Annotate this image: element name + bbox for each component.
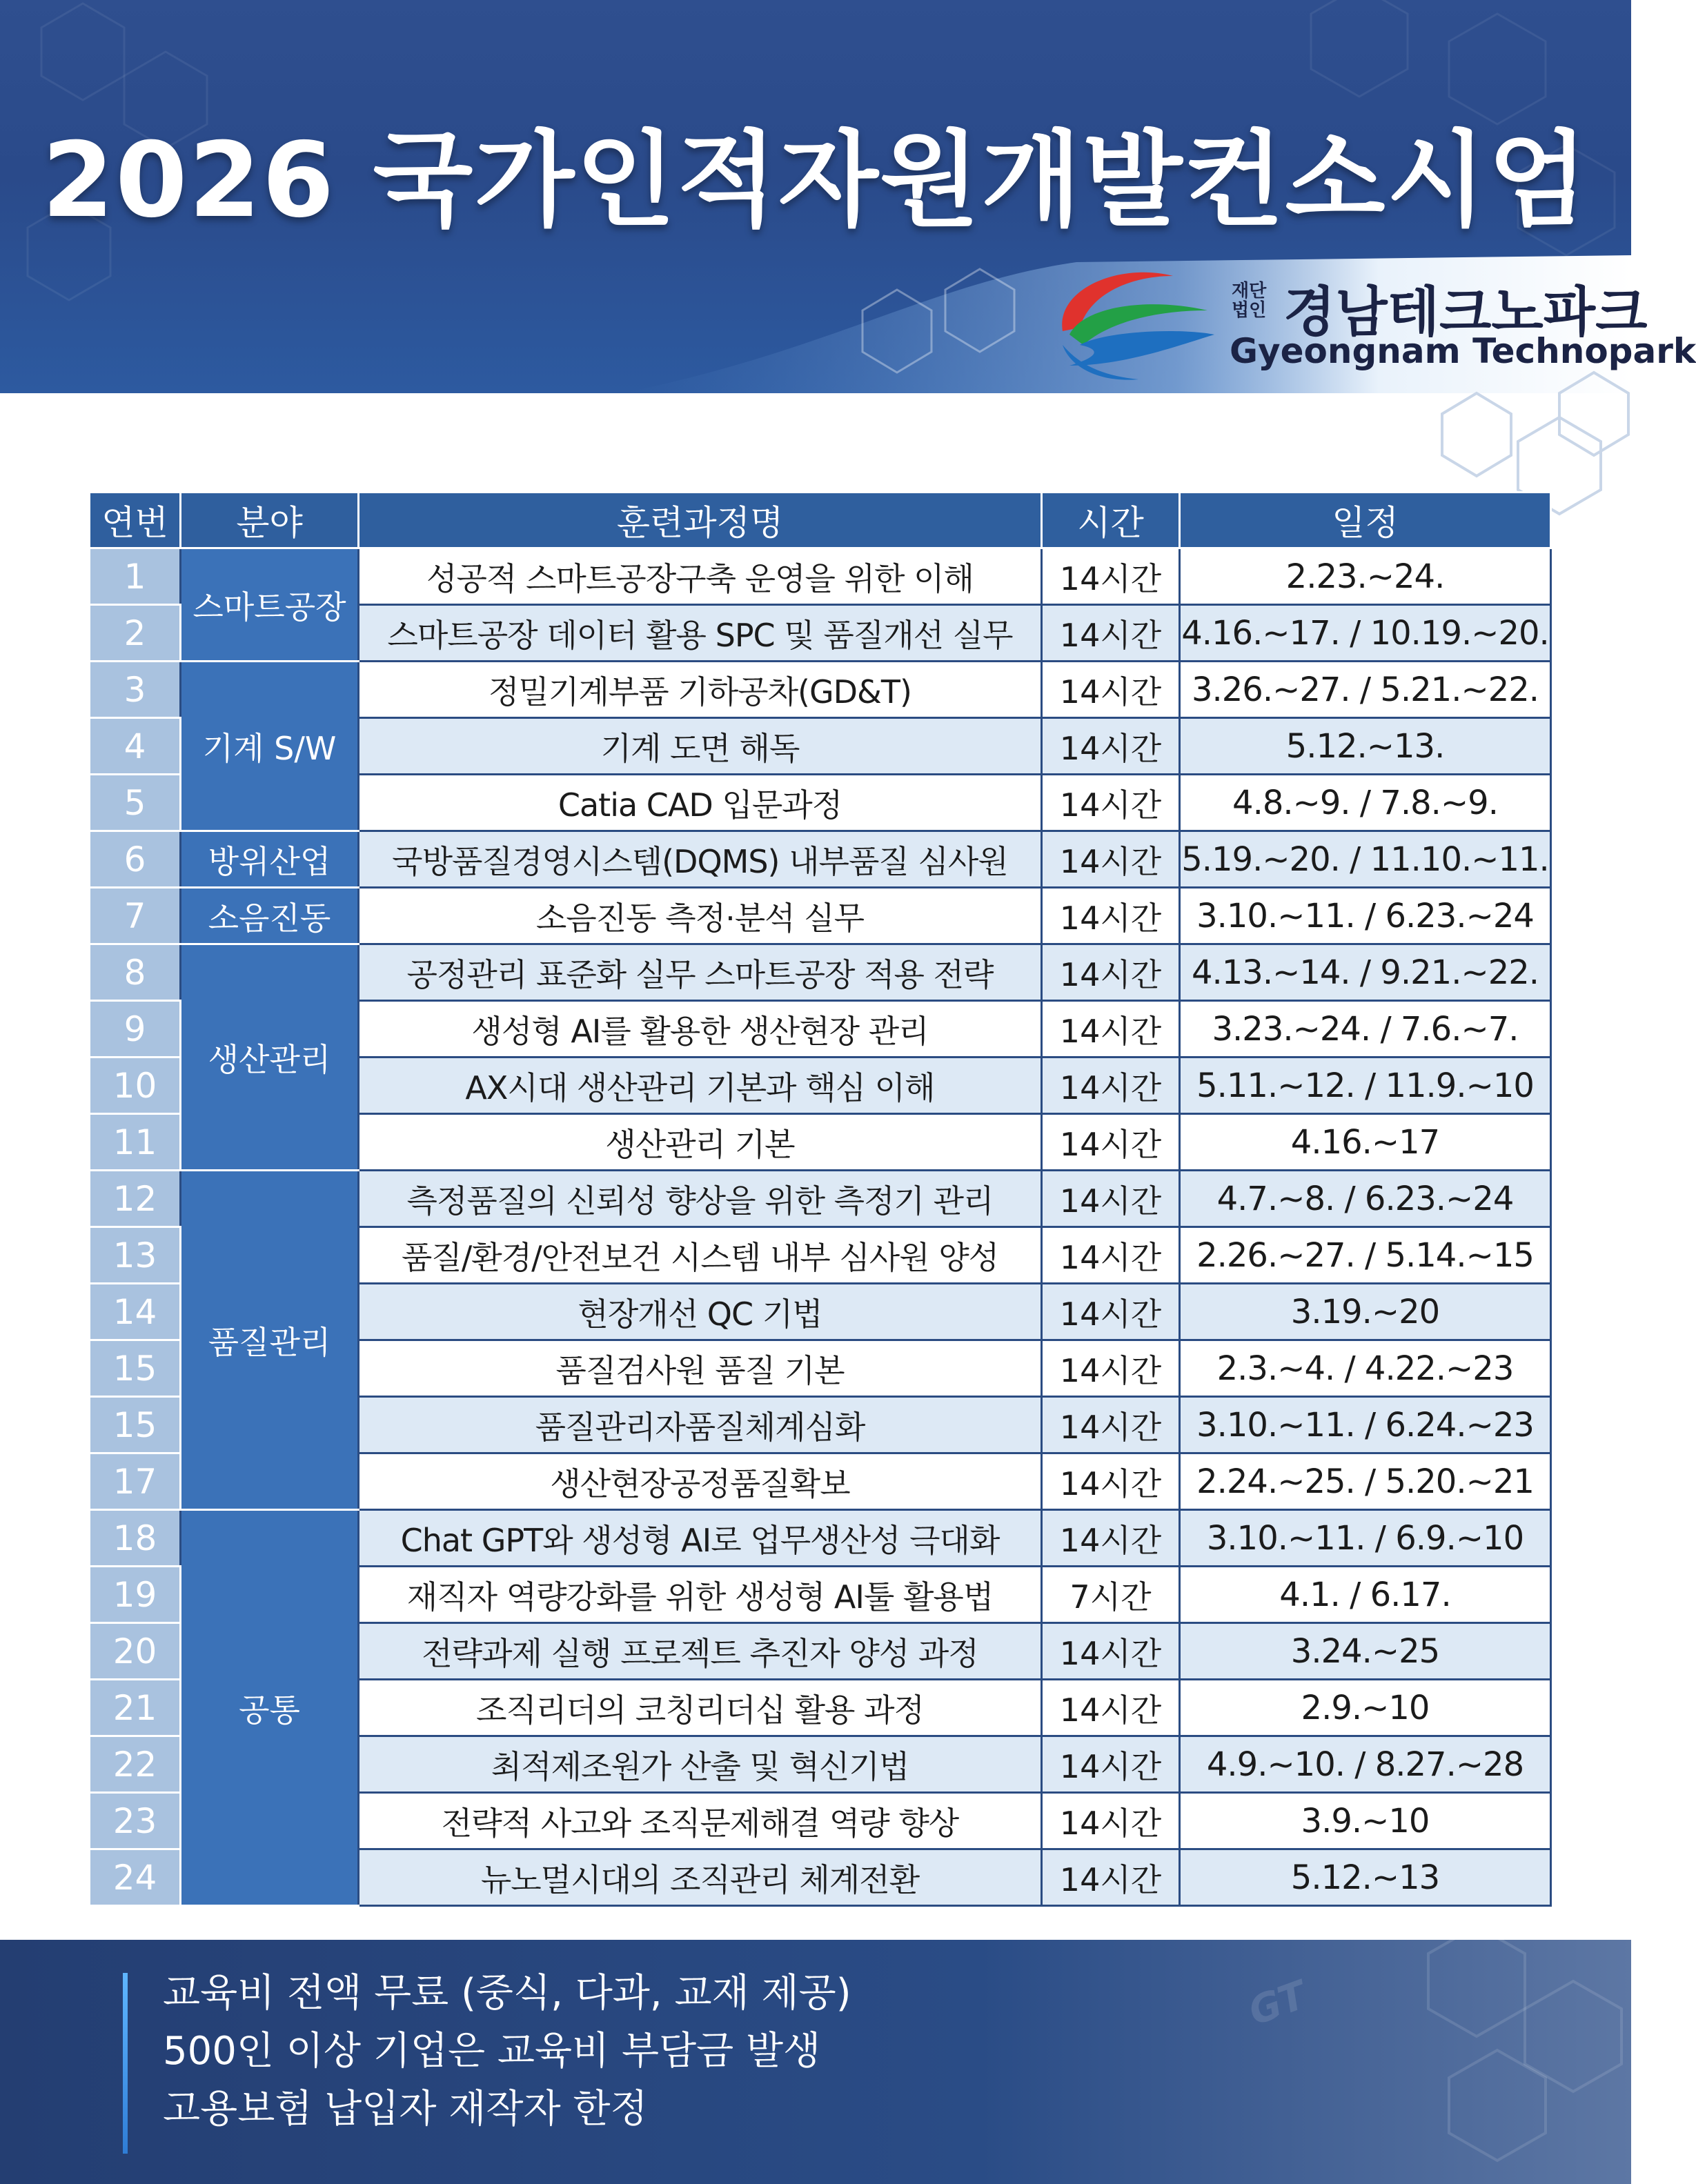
row-number: 21 xyxy=(90,1680,181,1736)
course-schedule: 4.9.~10. / 8.27.~28 xyxy=(1180,1736,1551,1793)
course-name: 소음진동 측정·분석 실무 xyxy=(359,888,1042,944)
course-hours: 14시간 xyxy=(1042,944,1180,1001)
row-number: 22 xyxy=(90,1736,181,1793)
course-name: 측정품질의 신뢰성 향상을 위한 측정기 관리 xyxy=(359,1171,1042,1227)
course-name: 생산관리 기본 xyxy=(359,1114,1042,1171)
course-schedule: 4.1. / 6.17. xyxy=(1180,1567,1551,1623)
header-banner xyxy=(0,0,1696,393)
course-schedule-table xyxy=(88,491,1552,1907)
course-hours: 14시간 xyxy=(1042,1001,1180,1058)
course-hours: 14시간 xyxy=(1042,1793,1180,1849)
course-hours: 14시간 xyxy=(1042,1114,1180,1171)
course-hours: 14시간 xyxy=(1042,1284,1180,1340)
logo-foundation-label: 재단 법인 xyxy=(1232,281,1267,321)
row-number: 5 xyxy=(90,775,181,831)
page-title: 2026 국가인적자원개발컨소시엄 xyxy=(41,121,1590,241)
table-row xyxy=(90,548,1551,605)
row-number: 3 xyxy=(90,662,181,718)
hexagon-decoration-icon xyxy=(1345,1940,1631,2184)
row-number: 12 xyxy=(90,1171,181,1227)
course-name: 생산현장공정품질확보 xyxy=(359,1453,1042,1510)
table-header-row xyxy=(90,493,1551,548)
col-header-course-name: 훈련과정명 xyxy=(359,493,1042,548)
course-hours: 14시간 xyxy=(1042,1849,1180,1906)
accent-bar xyxy=(123,1973,128,2154)
course-name: 성공적 스마트공장구축 운영을 위한 이해 xyxy=(359,548,1042,605)
row-number: 7 xyxy=(90,888,181,944)
notes-list xyxy=(163,1965,851,2138)
category-cell: 공통 xyxy=(181,1510,359,1906)
course-name: 스마트공장 데이터 활용 SPC 및 품질개선 실무 xyxy=(359,605,1042,662)
table-row xyxy=(90,888,1551,944)
course-schedule: 3.23.~24. / 7.6.~7. xyxy=(1180,1001,1551,1058)
course-name: 공정관리 표준화 실무 스마트공장 적용 전략 xyxy=(359,944,1042,1001)
table-row xyxy=(90,944,1551,1001)
course-schedule: 3.19.~20 xyxy=(1180,1284,1551,1340)
row-number: 8 xyxy=(90,944,181,1001)
row-number: 9 xyxy=(90,1001,181,1058)
course-hours: 7시간 xyxy=(1042,1567,1180,1623)
row-number: 13 xyxy=(90,1227,181,1284)
category-cell: 생산관리 xyxy=(181,944,359,1171)
course-hours: 14시간 xyxy=(1042,548,1180,605)
course-name: Catia CAD 입문과정 xyxy=(359,775,1042,831)
table-row xyxy=(90,831,1551,888)
row-number: 17 xyxy=(90,1453,181,1510)
row-number: 19 xyxy=(90,1567,181,1623)
technopark-emblem-icon xyxy=(1042,262,1221,386)
col-header-hours: 시간 xyxy=(1042,493,1180,548)
course-hours: 14시간 xyxy=(1042,1736,1180,1793)
note-item: 교육비 전액 무료 (중식, 다과, 교재 제공) xyxy=(163,1971,851,2016)
course-hours: 14시간 xyxy=(1042,888,1180,944)
course-hours: 14시간 xyxy=(1042,1453,1180,1510)
course-hours: 14시간 xyxy=(1042,1680,1180,1736)
course-schedule: 5.12.~13 xyxy=(1180,1849,1551,1906)
logo-name-korean: 경남테크노파크 xyxy=(1283,281,1648,344)
row-number: 15 xyxy=(90,1397,181,1453)
course-schedule: 3.9.~10 xyxy=(1180,1793,1551,1849)
row-number: 20 xyxy=(90,1623,181,1680)
course-schedule: 3.10.~11. / 6.23.~24 xyxy=(1180,888,1551,944)
category-cell: 방위산업 xyxy=(181,831,359,888)
course-schedule: 4.7.~8. / 6.23.~24 xyxy=(1180,1171,1551,1227)
course-hours: 14시간 xyxy=(1042,1510,1180,1567)
category-cell: 기계 S/W xyxy=(181,662,359,831)
watermark-logo: GT xyxy=(1243,1972,1312,2035)
note-item: 500인 이상 기업은 교육비 부담금 발생 xyxy=(163,2029,821,2074)
course-name: 최적제조원가 산출 및 혁신기법 xyxy=(359,1736,1042,1793)
row-number: 2 xyxy=(90,605,181,662)
course-schedule: 5.19.~20. / 11.10.~11. xyxy=(1180,831,1551,888)
course-hours: 14시간 xyxy=(1042,1227,1180,1284)
col-header-field: 분야 xyxy=(181,493,359,548)
gyeongnam-technopark-logo xyxy=(1042,262,1696,393)
row-number: 6 xyxy=(90,831,181,888)
row-number: 14 xyxy=(90,1284,181,1340)
course-schedule: 3.24.~25 xyxy=(1180,1623,1551,1680)
course-hours: 14시간 xyxy=(1042,718,1180,775)
course-name: 국방품질경영시스템(DQMS) 내부품질 심사원 xyxy=(359,831,1042,888)
course-schedule: 4.13.~14. / 9.21.~22. xyxy=(1180,944,1551,1001)
course-name: 전략과제 실행 프로젝트 추진자 양성 과정 xyxy=(359,1623,1042,1680)
course-schedule: 2.24.~25. / 5.20.~21 xyxy=(1180,1453,1551,1510)
row-number: 15 xyxy=(90,1340,181,1397)
course-name: 조직리더의 코칭리더십 활용 과정 xyxy=(359,1680,1042,1736)
category-cell: 스마트공장 xyxy=(181,548,359,662)
course-schedule: 2.23.~24. xyxy=(1180,548,1551,605)
logo-name-english: Gyeongnam Technopark xyxy=(1230,331,1696,371)
course-name: 품질검사원 품질 기본 xyxy=(359,1340,1042,1397)
course-name: 품질관리자품질체계심화 xyxy=(359,1397,1042,1453)
course-schedule: 4.16.~17 xyxy=(1180,1114,1551,1171)
course-hours: 14시간 xyxy=(1042,1171,1180,1227)
course-hours: 14시간 xyxy=(1042,605,1180,662)
table-row xyxy=(90,662,1551,718)
table-row xyxy=(90,1171,1551,1227)
category-cell: 소음진동 xyxy=(181,888,359,944)
row-number: 18 xyxy=(90,1510,181,1567)
col-header-schedule: 일정 xyxy=(1180,493,1551,548)
row-number: 11 xyxy=(90,1114,181,1171)
course-name: 재직자 역량강화를 위한 생성형 AI툴 활용법 xyxy=(359,1567,1042,1623)
course-schedule: 4.8.~9. / 7.8.~9. xyxy=(1180,775,1551,831)
table-row xyxy=(90,1510,1551,1567)
course-schedule: 3.10.~11. / 6.24.~23 xyxy=(1180,1397,1551,1453)
course-name: Chat GPT와 생성형 AI로 업무생산성 극대화 xyxy=(359,1510,1042,1567)
course-schedule: 5.11.~12. / 11.9.~10 xyxy=(1180,1058,1551,1114)
course-name: 생성형 AI를 활용한 생산현장 관리 xyxy=(359,1001,1042,1058)
course-name: AX시대 생산관리 기본과 핵심 이해 xyxy=(359,1058,1042,1114)
course-hours: 14시간 xyxy=(1042,1340,1180,1397)
row-number: 4 xyxy=(90,718,181,775)
course-hours: 14시간 xyxy=(1042,1397,1180,1453)
course-hours: 14시간 xyxy=(1042,1058,1180,1114)
course-hours: 14시간 xyxy=(1042,831,1180,888)
course-schedule: 2.3.~4. / 4.22.~23 xyxy=(1180,1340,1551,1397)
course-name: 정밀기계부품 기하공차(GD&T) xyxy=(359,662,1042,718)
footer-notice xyxy=(0,1940,1631,2184)
course-hours: 14시간 xyxy=(1042,775,1180,831)
row-number: 10 xyxy=(90,1058,181,1114)
course-hours: 14시간 xyxy=(1042,662,1180,718)
course-schedule: 4.16.~17. / 10.19.~20. xyxy=(1180,605,1551,662)
course-name: 전략적 사고와 조직문제해결 역량 향상 xyxy=(359,1793,1042,1849)
course-name: 품질/환경/안전보건 시스템 내부 심사원 양성 xyxy=(359,1227,1042,1284)
course-name: 현장개선 QC 기법 xyxy=(359,1284,1042,1340)
course-hours: 14시간 xyxy=(1042,1623,1180,1680)
course-schedule: 3.26.~27. / 5.21.~22. xyxy=(1180,662,1551,718)
category-cell: 품질관리 xyxy=(181,1171,359,1510)
course-name: 뉴노멀시대의 조직관리 체계전환 xyxy=(359,1849,1042,1906)
course-schedule: 2.9.~10 xyxy=(1180,1680,1551,1736)
course-name: 기계 도면 해독 xyxy=(359,718,1042,775)
course-schedule: 3.10.~11. / 6.9.~10 xyxy=(1180,1510,1551,1567)
col-header-number: 연번 xyxy=(90,493,181,548)
note-item: 고용보험 납입자 재작자 한정 xyxy=(163,2087,648,2132)
row-number: 23 xyxy=(90,1793,181,1849)
row-number: 1 xyxy=(90,548,181,605)
row-number: 24 xyxy=(90,1849,181,1906)
course-schedule: 5.12.~13. xyxy=(1180,718,1551,775)
course-schedule: 2.26.~27. / 5.14.~15 xyxy=(1180,1227,1551,1284)
